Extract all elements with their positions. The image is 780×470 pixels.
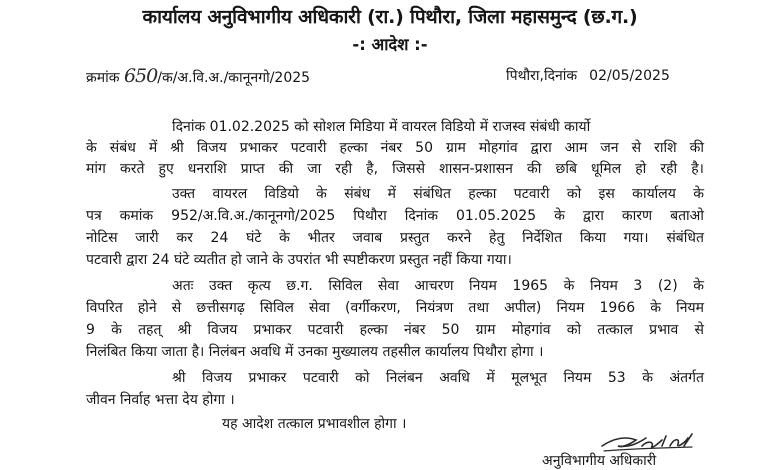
body-line: पत्र कमांक 952/अ.वि.अ./कानूनगो/2025 पिथौरा दिनांक 01.05.2025 के द्वारा कारण बताओ [86,208,704,224]
body-line: अतः उक्त कृत्य छ.ग. सिविल सेवा आचरण नियम 1965 के नियम 3 (2) के [172,278,704,294]
office-title: कार्यालय अनुविभागीय अधिकारी (रा.) पिथौरा, जिला महासमुन्द (छ.ग.) [142,6,638,28]
body-line: श्री विजय प्रभाकर पटवारी को निलंबन अवधि में मूलभूत नियम 53 के अंतर्गत [172,370,704,386]
order-heading: -: आदेश :- [352,35,428,54]
order-date: 02/05/2025 [589,68,670,84]
body-line: मांग करते हुए धनराशि प्राप्त की जा रही है, जिससे शासन-प्रशासन की छबि धूमिल हो रही है। [86,161,704,177]
reference-number [86,64,310,90]
reference-handwritten-number: 650 [123,65,158,87]
body-line: यह आदेश तत्काल प्रभावशील होगा । [222,416,407,432]
reference-prefix: क्रमांक [86,70,120,86]
place-date [506,64,670,88]
body-line: के संबंध में श्री विजय प्रभाकर पटवारी हल्का नंबर 50 ग्राम मोहगांव द्वारा आम जन से राशि की [86,140,704,156]
body-line: निलंबित किया जाता है। निलंबन अवधि में उनका मुख्यालय तहसील कार्यालय पिथौरा होगा । [86,344,544,360]
body-line: जीवन निर्वाह भत्ता देय होगा । [86,392,235,408]
body-line: नोटिस जारी कर 24 घंटे के भीतर जवाब प्रस्तुत करने हेतु निर्देशित किया गया। संबंधित [86,230,704,246]
signatory-designation: अनुविभागीय अधिकारी [542,453,657,469]
body-line: 9 के तहत् श्री विजय प्रभाकर पटवारी हल्का नंबर 50 ग्राम मोहगांव को तत्काल प्रभाव से [86,322,704,338]
place-date-label: पिथौरा,दिनांक [506,68,578,84]
body-line: उक्त वायरल विडियो के संबंध में संबंधित हल्का पटवारी को इस कार्यालय के [172,186,704,202]
reference-code: /क/अ.वि.अ./कानूनगो/2025 [157,70,311,86]
body-line: पटवारी द्वारा 24 घंटे व्यतीत हो जाने के उपरांत भी स्पष्टीकरण प्रस्तुत नहीं किया गया। [86,252,512,268]
body-line: विपरित होने से छत्तीसगढ़ सिविल सेवा (वर्गीकरण, नियंत्रण तथा अपील) नियम 1966 के नियम [86,300,704,316]
body-line: दिनांक 01.02.2025 को सोशल मिडिया में वायरल विडियो में राजस्व संबंधी कार्यो [172,119,591,135]
